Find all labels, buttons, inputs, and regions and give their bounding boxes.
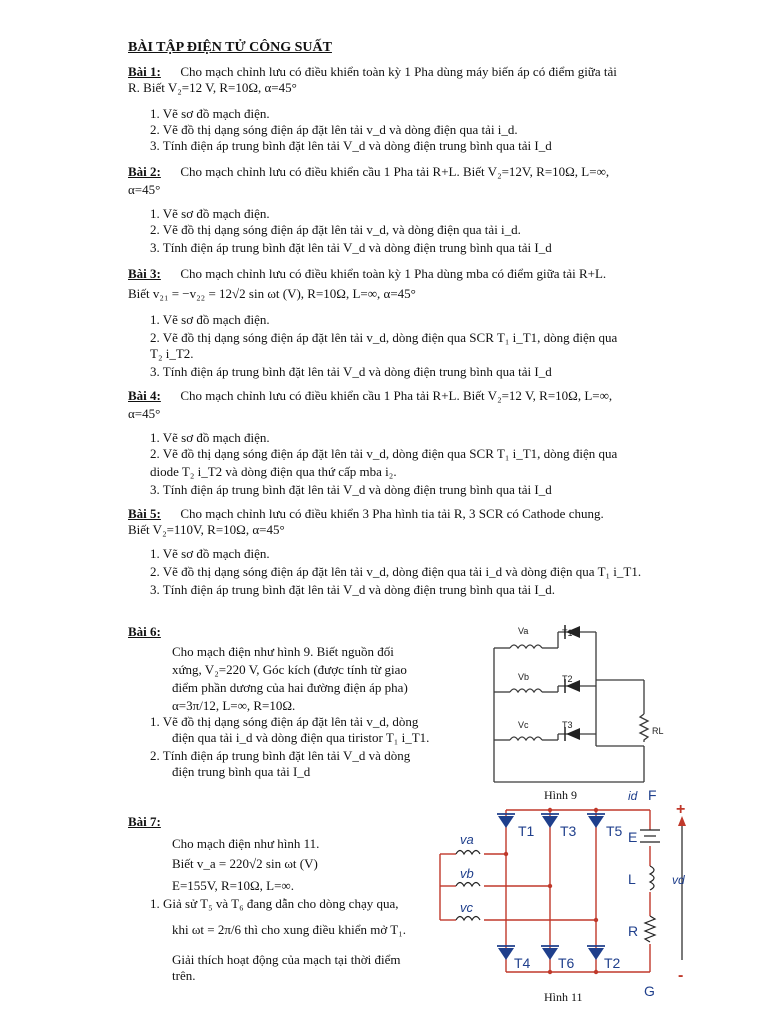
fig11-label-t5: T5 [606, 823, 623, 839]
exercise-7-item-1-cont-2: Giải thích hoạt động của mạch tại thời điểm [172, 952, 401, 967]
fig11-label-vc: vc [460, 900, 473, 915]
fig9-label-t1: T1 [562, 628, 573, 638]
exercise-4-item-2-cont: diode T₂ i_T2 và dòng điện qua thứ cấp mba i₂. [150, 464, 397, 479]
exercise-2-text: Cho mạch chỉnh lưu có điều khiển cầu 1 Pha tải R+L. Biết V₂=12V, R=10Ω, L=∞, [180, 164, 610, 179]
exercise-4-line-1 [128, 388, 612, 404]
exercise-6-item-2: 2. Tính điện áp trung bình đặt lên tải V_d và dòng [150, 748, 411, 763]
fig9-label-vb: Vb [518, 672, 530, 682]
fig11-label-t3: T3 [560, 823, 577, 839]
exercise-7-item-1-cont: khi ωt = 2π/6 thì cho xung điều khiển mở T₁. [172, 922, 407, 937]
exercise-4-item-2: 2. Vẽ đồ thị dạng sóng điện áp đặt lên tải v_d, dòng điện qua SCR T₁ i_T1, dòng điện qua [150, 446, 618, 461]
exercise-7-item-1-cont-3: trên. [172, 968, 196, 983]
exercise-1-text: Cho mạch chỉnh lưu có điều khiển toàn kỳ 1 Pha dùng máy biến áp có điểm giữa tải [180, 64, 617, 79]
exercise-5-item-2: 2. Vẽ đồ thị dạng sóng điện áp đặt lên tải v_d, dòng điện qua tải i_d và dòng điện qua T₁ i_T1. [150, 564, 642, 579]
fig11-label-vd: vd [672, 873, 685, 887]
exercise-3-item-2-cont: T₂ i_T2. [150, 346, 194, 361]
fig11-label-l: L [628, 871, 636, 887]
exercise-4-item-1: 1. Vẽ sơ đồ mạch điện. [150, 430, 270, 445]
exercise-3-item-2: 2. Vẽ đồ thị dạng sóng điện áp đặt lên tải v_d, dòng điện qua SCR T₁ i_T1, dòng điện qua [150, 330, 618, 345]
exercise-6-line-3: điểm phần dương của hai đường điện áp pha) [172, 680, 408, 695]
fig11-label-id: id [628, 789, 638, 803]
figure-11-caption: Hình 11 [544, 990, 583, 1004]
exercise-7-line-1: Cho mạch điện như hình 11. [172, 836, 320, 851]
exercise-5-line-2: Biết V₂=110V, R=10Ω, α=45° [128, 522, 285, 537]
fig9-label-rl: RL [652, 726, 664, 736]
fig9-label-t2: T2 [562, 674, 573, 684]
exercise-1-line-1 [128, 64, 617, 80]
fig11-label-f: F [648, 787, 657, 803]
fig9-label-t3: T3 [562, 720, 573, 730]
exercise-2-item-3: 3. Tính điện áp trung bình đặt lên tải V_d và dòng điện trung bình qua tải I_d [150, 240, 552, 255]
figure-11-circuit [434, 784, 694, 1000]
fig11-label-t6: T6 [558, 955, 575, 971]
figure-9-circuit [486, 618, 676, 788]
exercise-7-line-3: E=155V, R=10Ω, L=∞. [172, 878, 294, 893]
exercise-5-text: Cho mạch chỉnh lưu có điều khiển 3 Pha hình tia tải R, 3 SCR có Cathode chung. [180, 506, 604, 521]
exercise-4-item-3: 3. Tính điện áp trung bình đặt lên tải V_d và dòng điện trung bình qua tải I_d [150, 482, 552, 497]
exercise-7-item-1: 1. Giả sử T₅ và T₆ đang dẫn cho dòng chạy qua, [150, 896, 399, 911]
exercise-3-line-2: Biết v₂₁ = −v₂₂ = 12√2 sin ωt (V), R=10Ω, L=∞, α=45° [128, 286, 416, 301]
fig11-label-t4: T4 [514, 955, 531, 971]
exercise-5-label: Bài 5: [128, 506, 161, 521]
exercise-2-line-2: α=45° [128, 182, 161, 197]
fig11-label-t1: T1 [518, 823, 535, 839]
exercise-1-item-1: 1. Vẽ sơ đồ mạch điện. [150, 106, 270, 121]
exercise-5-item-1: 1. Vẽ sơ đồ mạch điện. [150, 546, 270, 561]
exercise-3-item-1: 1. Vẽ sơ đồ mạch điện. [150, 312, 270, 327]
exercise-3-line-1 [128, 266, 606, 282]
exercise-2-label: Bài 2: [128, 164, 161, 179]
exercise-6-line-1: Cho mạch điện như hình 9. Biết nguồn đối [172, 644, 394, 659]
exercise-2-line-1 [128, 164, 609, 180]
fig11-label-t2: T2 [604, 955, 621, 971]
figure-9-caption: Hình 9 [544, 788, 577, 802]
fig11-label-r: R [628, 923, 639, 939]
exercise-7-line-2: Biết v_a = 220√2 sin ωt (V) [172, 856, 318, 871]
exercise-6-item-2-cont: điện trung bình qua tải I_d [172, 764, 311, 779]
exercise-3-text: Cho mạch chỉnh lưu có điều khiển toàn kỳ 1 Pha dùng mba có điểm giữa tải R+L. [180, 266, 607, 281]
page-title: BÀI TẬP ĐIỆN TỬ CÔNG SUẤT [128, 40, 332, 55]
fig9-label-vc: Vc [518, 720, 529, 730]
fig11-label-va: va [460, 832, 474, 847]
exercise-6-item-1: 1. Vẽ đồ thị dạng sóng điện áp đặt lên tải v_d, dòng [150, 714, 419, 729]
exercise-5-line-1 [128, 506, 604, 522]
exercise-2-item-1: 1. Vẽ sơ đồ mạch điện. [150, 206, 270, 221]
fig11-label-e: E [628, 829, 638, 845]
exercise-1-label: Bài 1: [128, 64, 161, 79]
exercise-4-text: Cho mạch chỉnh lưu có điều khiển cầu 1 Pha tải R+L. Biết V₂=12 V, R=10Ω, L=∞, [180, 388, 613, 403]
exercise-1-line-2: R. Biết V₂=12 V, R=10Ω, α=45° [128, 80, 297, 95]
fig9-label-va: Va [518, 626, 529, 636]
exercise-1-item-2: 2. Vẽ đồ thị dạng sóng điện áp đặt lên tải v_d và dòng điện qua tải i_d. [150, 122, 518, 137]
exercise-4-label: Bài 4: [128, 388, 161, 403]
fig11-label-plus: + [676, 801, 686, 818]
exercise-6-line-2: xứng, V₂=220 V, Góc kích (được tính từ giao [172, 662, 407, 677]
exercise-6-line-4: α=3π/12, L=∞, R=10Ω. [172, 698, 296, 713]
fig11-label-vb: vb [460, 866, 474, 881]
exercise-3-item-3: 3. Tính điện áp trung bình đặt lên tải V_d và dòng điện trung bình qua tải I_d [150, 364, 552, 379]
fig11-label-g: G [644, 983, 655, 999]
exercise-4-line-2: α=45° [128, 406, 161, 421]
exercise-6-label: Bài 6: [128, 624, 161, 639]
fig11-label-minus: - [678, 967, 684, 984]
exercise-5-item-3: 3. Tính điện áp trung bình đặt lên tải V_d và dòng điện trung bình qua tải I_d. [150, 582, 555, 597]
exercise-1-item-3: 3. Tính điện áp trung bình đặt lên tải V_d và dòng điện trung bình qua tải I_d [150, 138, 552, 153]
exercise-7-label: Bài 7: [128, 814, 161, 829]
exercise-3-label: Bài 3: [128, 266, 161, 281]
exercise-6-item-1-cont: điện qua tải i_d và dòng điện qua tiristor T₁ i_T1. [172, 730, 430, 745]
exercise-2-item-2: 2. Vẽ đồ thị dạng sóng điện áp đặt lên tải v_d, và dòng điện qua tải i_d. [150, 222, 521, 237]
